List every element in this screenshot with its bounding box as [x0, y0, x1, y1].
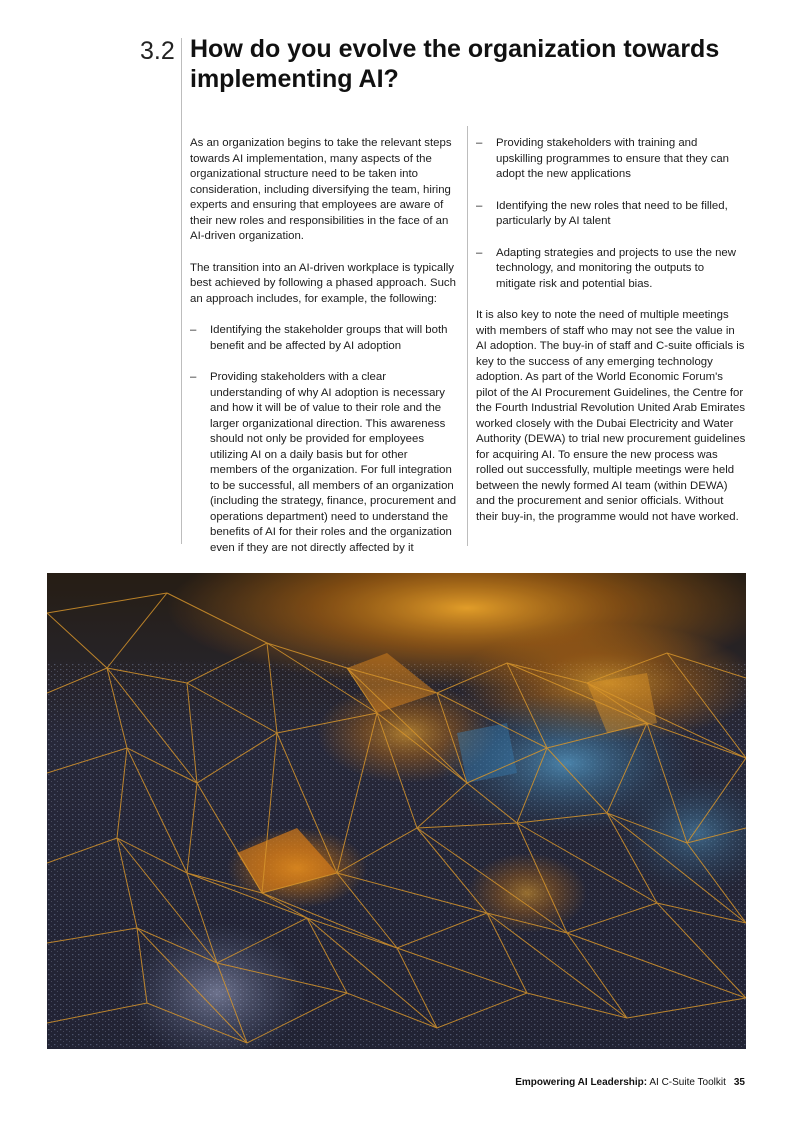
right-bullet-list [476, 136, 746, 292]
column-divider [467, 126, 468, 546]
list-item: – Identifying the new roles that need to be filled, particularly by AI talent [476, 199, 746, 230]
section-number: 3.2 [140, 37, 175, 65]
intro-paragraph: As an organization begins to take the relevant steps towards AI implementation, many aspects of the organizational structure need to be taken into consideration, including diversifying the team, hiring experts and ensuring that employees are aware of their new roles and responsibilities in the face of an AI-driven organization. [190, 137, 452, 242]
right-column [476, 136, 746, 541]
page-title: How do you evolve the organization towards implementing AI? [190, 35, 720, 93]
network-mesh-photo [47, 573, 746, 1049]
list-item: – Providing stakeholders with a clear understanding of why AI adoption is necessary and how it will be of value to their role and the larger organizational direction. This awareness should not only be provided for employees utilizing AI on a daily basis but for other members of the organization. For full integration to be successful, all members of an organization (including the strategy, finance, procurement and operations department) need to understand the benefits of AI for their roles and the organization even if they are not directly affected by it [190, 370, 458, 556]
footer-subtitle: AI C-Suite Toolkit [647, 1077, 726, 1088]
list-item: – Providing stakeholders with training and upskilling programmes to ensure that they can adopt the new applications [476, 136, 746, 183]
page-number: 35 [733, 1077, 745, 1088]
phased-approach-paragraph: The transition into an AI-driven workplace is typically best achieved by following a phased approach. Such an approach includes, for example, the following: [190, 261, 456, 305]
page-footer [515, 1077, 745, 1088]
dewa-case-paragraph: It is also key to note the need of multiple meetings with members of staff who may not see the value in AI adoption. The buy-in of staff and C-suite officials is key to the success of any emerging technology adoption. As part of the World Economic Forum's pilot of the AI Procurement Guidelines, the Centre for the Fourth Industrial Revolution United Arab Emirates worked closely with the Dubai Electricity and Water Authority (DEWA) to trial new procurement guidelines for acquiring AI. To ensure the new process was rolled out successfully, multiple meetings were held between the newly formed AI team (within DEWA) and the procurement and senior officials. Without their buy-in, the programme would not have worked. [476, 309, 746, 523]
left-bullet-list [190, 323, 458, 556]
list-item: – Adapting strategies and projects to use the new technology, and monitoring the outputs to mitigate risk and potential bias. [476, 246, 746, 293]
footer-publication: Empowering AI Leadership: [515, 1077, 648, 1088]
title-divider [181, 38, 182, 544]
network-mesh-illustration [47, 573, 746, 1049]
list-item: – Identifying the stakeholder groups that will both benefit and be affected by AI adoption [190, 323, 458, 354]
left-column [190, 136, 458, 572]
